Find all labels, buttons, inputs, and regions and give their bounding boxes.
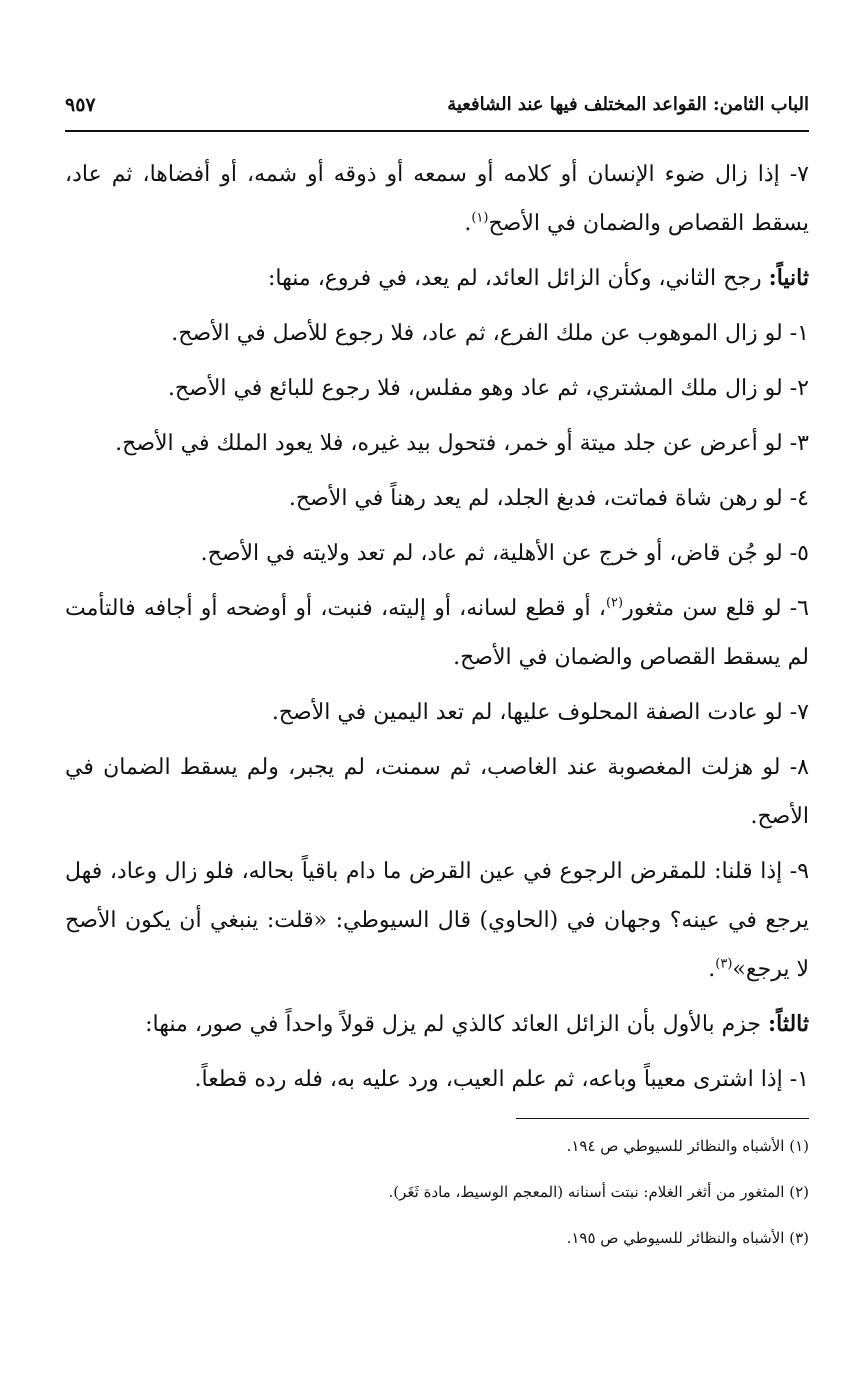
paragraph-text: ٧- لو عادت الصفة المحلوف عليها، لم تعد اليمين في الأصح. — [271, 700, 809, 725]
paragraph-item-5 — [65, 529, 809, 578]
footnote-1: (١) الأشباه والنظائر للسيوطي ص ١٩٤. — [566, 1137, 809, 1155]
paragraph-item-4 — [65, 474, 809, 523]
running-header — [65, 88, 809, 128]
paragraph-item-9 — [65, 847, 809, 994]
paragraph-text: ٤- لو رهن شاة فماتت، فدبغ الجلد، لم يعد رهناً في الأصح. — [288, 486, 809, 511]
footnotes — [65, 1136, 809, 1274]
paragraph-tail: . — [708, 957, 716, 982]
paragraph-item-3 — [65, 419, 809, 468]
paragraph-item-2 — [65, 364, 809, 413]
paragraph-item-7b — [65, 688, 809, 737]
footnote-ref-2: (٢) — [605, 595, 624, 611]
paragraph-text: ١- لو زال الموهوب عن ملك الفرع، ثم عاد، فلا رجوع للأصل في الأصح. — [171, 321, 809, 346]
paragraph-text: ٨- لو هزلت المغصوبة عند الغاصب، ثم سمنت، لم يجبر، ولم يسقط الضمان في الأصح. — [65, 755, 809, 829]
footnote-2: (٢) المثغور من أثغر الغلام: نبتت أسنانه (المعجم الوسيط، مادة ثَغَر). — [388, 1183, 809, 1201]
paragraph-text: جزم بالأول بأن الزائل العائد كالذي لم يزل قولاً واحداً في صور، منها: — [145, 1012, 768, 1037]
footnote-divider — [516, 1118, 809, 1119]
section-heading-third — [65, 1000, 809, 1049]
footnote-3: (٣) الأشباه والنظائر للسيوطي ص ١٩٥. — [566, 1229, 809, 1247]
section-label: ثانياً: — [768, 265, 809, 291]
paragraph-text: ٥- لو جُن قاض، أو خرج عن الأهلية، ثم عاد، لم تعد ولايته في الأصح. — [200, 541, 809, 566]
paragraph-text: ٢- لو زال ملك المشتري، ثم عاد وهو مفلس، فلا رجوع للبائع في الأصح. — [167, 376, 809, 401]
paragraph-text: ١- إذا اشترى معيباً وباعه، ثم علم العيب، ورد عليه به، فله رده قطعاً. — [194, 1067, 809, 1092]
paragraph-item-6 — [65, 584, 809, 682]
paragraph-text: ٧- إذا زال ضوء الإنسان أو كلامه أو سمعه أو ذوقه أو شمه، أو أفضاها، ثم عاد، يسقط القصاص والضمان في الأصح — [65, 162, 809, 236]
paragraph-item-7 — [65, 150, 809, 248]
page-number: ٩٥٧ — [65, 94, 96, 116]
paragraph-item-1b — [65, 1055, 809, 1104]
paragraph-tail: . — [464, 211, 472, 236]
paragraph-item-1 — [65, 309, 809, 358]
chapter-title: الباب الثامن: القواعد المختلف فيها عند الشافعية — [447, 94, 809, 115]
footnote-ref-1: (١) — [471, 210, 489, 226]
main-text — [65, 150, 809, 1110]
paragraph-text: رجح الثاني، وكأن الزائل العائد، لم يعد، في فروع، منها: — [268, 266, 769, 291]
footnote-ref-3: (٣) — [715, 956, 733, 972]
header-divider — [65, 130, 809, 132]
paragraph-text: ٦- لو قلع سن مثغور — [623, 596, 809, 621]
paragraph-item-8 — [65, 743, 809, 841]
paragraph-tail: ، أو قطع لسانه، أو إليته، فنبت، أو أوضحه أو أجافه فالتأمت لم يسقط القصاص والضمان في الأصح. — [65, 596, 809, 670]
paragraph-text: ٩- إذا قلنا: للمقرض الرجوع في عين القرض ما دام باقياً بحاله، فلو زال وعاد، فهل يرجع في عينه؟ وجهان في (الحاوي) قال السيوطي: «قلت: ينبغي أن يكون الأصح لا يرجع» — [65, 859, 810, 982]
section-heading-second — [65, 254, 809, 303]
section-label: ثالثاً: — [768, 1011, 809, 1037]
paragraph-text: ٣- لو أعرض عن جلد ميتة أو خمر، فتحول بيد غيره، فلا يعود الملك في الأصح. — [115, 431, 809, 456]
